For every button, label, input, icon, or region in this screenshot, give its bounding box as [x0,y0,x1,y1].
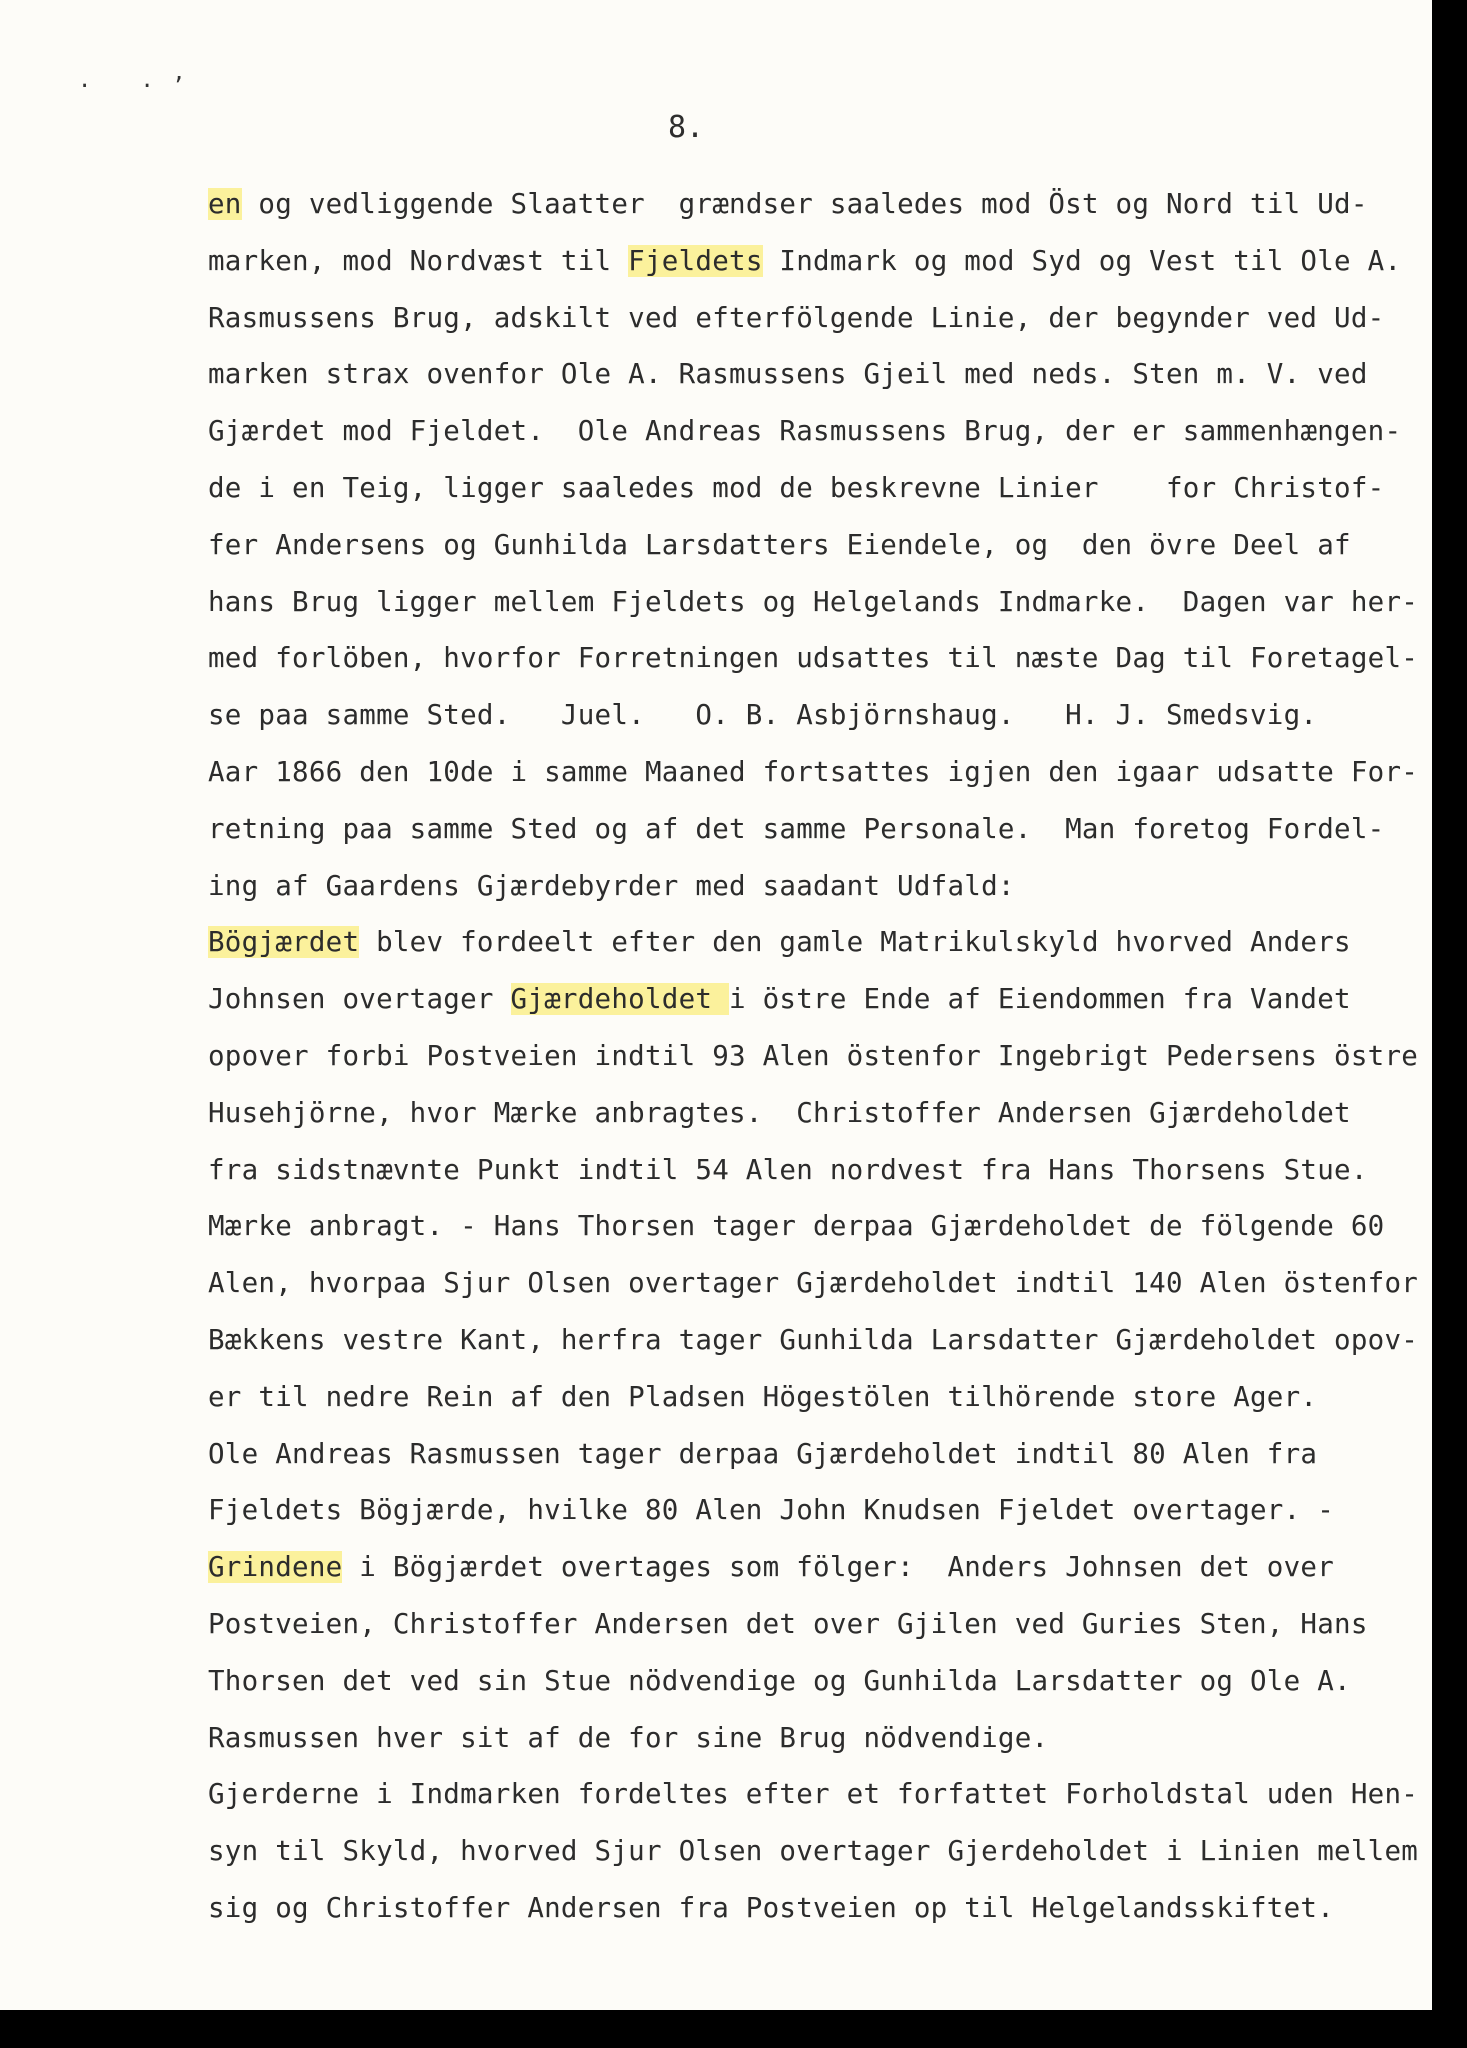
text-segment: ing af Gaardens Gjærdebyrder med saadant Udfald: [208,869,1015,902]
text-segment: Bækkens vestre Kant, herfra tager Gunhilda Larsdatter Gjærdeholdet opov- [208,1323,1419,1356]
text-line [208,1596,1433,1653]
text-line [208,1482,1433,1539]
text-segment: Alen, hvorpaa Sjur Olsen overtager Gjærdeholdet indtil 140 Alen östenfor [208,1267,1419,1300]
text-segment: Mærke anbragt. - Hans Thorsen tager derpaa Gjærdeholdet de fölgende 60 [208,1210,1385,1243]
text-line [208,687,1433,744]
text-line [208,1880,1433,1937]
text-line [208,233,1433,290]
text-segment: de i en Teig, ligger saaledes mod de beskrevne Linier for Christof- [208,471,1385,504]
text-segment: fra sidstnævnte Punkt indtil 54 Alen nordvest fra Hans Thorsens Stue. [208,1153,1368,1186]
highlighted-word: en [208,188,242,220]
highlighted-word: Fjeldets [628,244,763,277]
text-line [208,574,1433,631]
text-line [208,1426,1433,1483]
text-segment: Indmark og mod Syd og Vest til Ole A. [762,244,1402,277]
text-segment: Postveien, Christoffer Andersen det over Gjilen ved Guries Sten, Hans [208,1607,1368,1640]
text-segment: syn til Skyld, hvorved Sjur Olsen overtager Gjerdeholdet i Linien mellem [208,1835,1419,1868]
text-segment: se paa samme Sted. Juel. O. B. Asbjörnshaug. H. J. Smedsvig. [208,699,1318,732]
text-line [208,1369,1433,1426]
text-line [208,460,1433,517]
text-line [208,1766,1433,1823]
text-line [208,630,1433,687]
text-segment: Aar 1866 den 10de i samme Maaned fortsattes igjen den igaar udsatte For- [208,755,1419,788]
text-segment: i östre Ende af Eiendommen fra Vandet [729,983,1351,1016]
text-segment: Thorsen det ved sin Stue nödvendige og Gunhilda Larsdatter og Ole A. [208,1664,1351,1697]
text-segment: Ole Andreas Rasmussen tager derpaa Gjærdeholdet indtil 80 Alen fra [208,1437,1318,1470]
text-line [208,914,1433,971]
text-segment: marken strax ovenfor Ole A. Rasmussens Gjeil med neds. Sten m. V. ved [208,358,1368,391]
text-segment: sig og Christoffer Andersen fra Postveien op til Helgelandsskiftet. [208,1891,1335,1924]
text-line [208,1710,1433,1767]
text-line [208,1539,1433,1596]
text-line [208,176,1433,233]
text-line [208,346,1433,403]
text-segment: marken, mod Nordvæst til [208,244,629,277]
text-segment: i Bögjærdet overtages som fölger: Anders Johnsen det over [342,1551,1335,1584]
text-segment: Fjeldets Bögjærde, hvilke 80 Alen John Knudsen Fjeldet overtager. - [208,1494,1335,1527]
text-segment: og vedliggende Slaatter grændser saaledes mod Öst og Nord til Ud- [241,188,1368,220]
page-number: 8. [668,110,705,145]
text-segment: er til nedre Rein af den Pladsen Högestölen tilhörende store Ager. [208,1380,1318,1413]
text-line [208,1198,1433,1255]
text-segment: opover forbi Postveien indtil 93 Alen östenfor Ingebrigt Pedersens östre [208,1039,1419,1072]
text-line [208,517,1433,574]
text-segment: Gjærdet mod Fjeldet. Ole Andreas Rasmussens Brug, der er sammenhængen- [208,415,1402,448]
text-segment: Rasmussen hver sit af de for sine Brug nödvendige. [208,1721,1049,1754]
highlighted-word: Bögjærdet [208,926,360,959]
text-line [208,971,1433,1028]
body-text [208,176,1433,1937]
text-line [208,1142,1433,1199]
text-segment: blev fordeelt efter den gamle Matrikulskyld hvorved Anders [359,926,1351,959]
text-line [208,1085,1433,1142]
text-segment: Johnsen overtager [208,983,511,1016]
text-segment: fer Andersens og Gunhilda Larsdatters Eiendele, og den övre Deel af [208,528,1351,561]
text-line [208,290,1433,347]
highlighted-word: Gjærdeholdet [510,983,729,1016]
text-line [208,1028,1433,1085]
text-line [208,801,1433,858]
text-line [208,1653,1433,1710]
highlighted-word: Grindene [208,1551,343,1584]
text-segment: Gjerderne i Indmarken fordeltes efter et forfattet Forholdstal uden Hen- [208,1778,1419,1811]
text-line [208,403,1433,460]
text-segment: Husehjörne, hvor Mærke anbragtes. Christoffer Andersen Gjærdeholdet [208,1096,1351,1129]
text-line [208,1255,1433,1312]
text-line [208,1312,1433,1369]
text-segment: Rasmussens Brug, adskilt ved efterfölgende Linie, der begynder ved Ud- [208,301,1385,334]
text-segment: retning paa samme Sted og af det samme Personale. Man foretog Fordel- [208,812,1385,845]
scan-specks: · ·’ [78,74,203,99]
text-segment: hans Brug ligger mellem Fjeldets og Helgelands Indmarke. Dagen var her- [208,585,1419,618]
text-line [208,744,1433,801]
text-line [208,858,1433,915]
text-segment: med forlöben, hvorfor Forretningen udsattes til næste Dag til Foretagel- [208,642,1419,675]
text-line [208,1823,1433,1880]
